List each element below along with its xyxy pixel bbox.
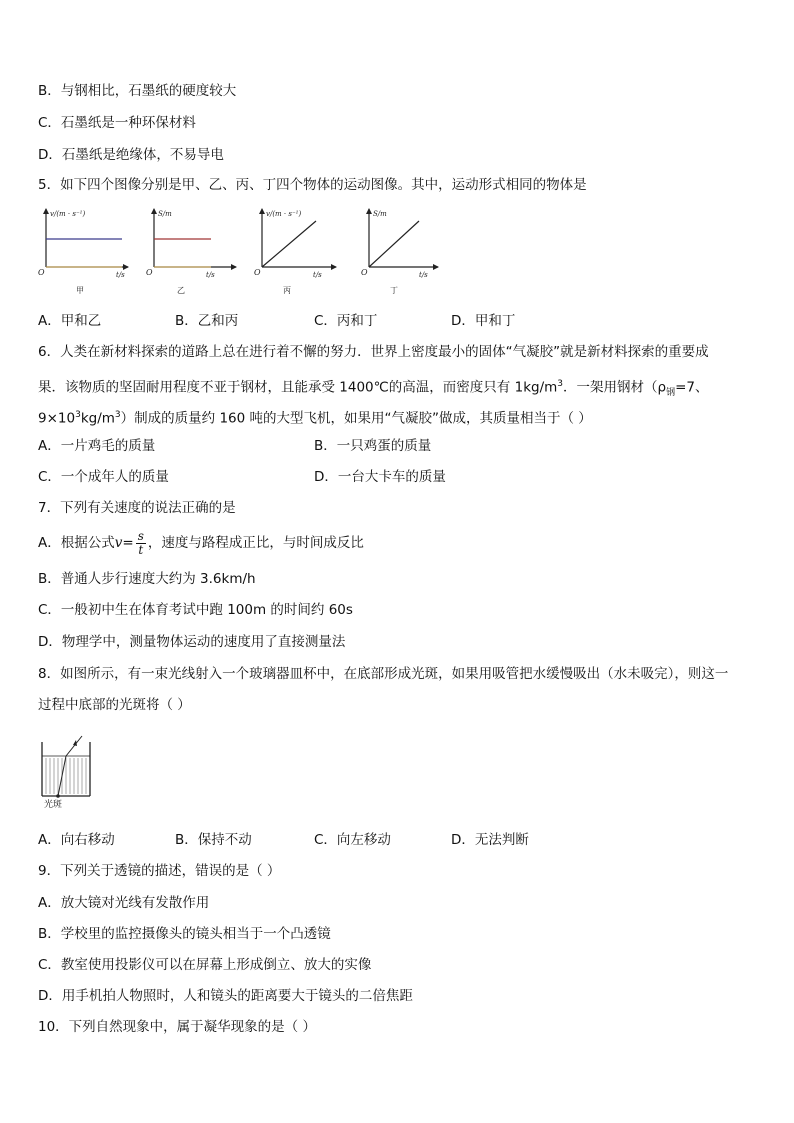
q6-line3-text: 9×10 <box>38 410 76 427</box>
q6-stem-line3 <box>38 405 592 429</box>
q5-motion-graphs <box>36 205 456 305</box>
q4-option-b: B．与钢相比，石墨纸的硬度较大 <box>38 83 237 99</box>
q7-formula-numerator: s <box>137 528 144 543</box>
q5-option-c: C．丙和丁 <box>314 313 378 329</box>
q6-line2-sub: 钢 <box>666 388 676 399</box>
graph-ding-line <box>369 221 419 267</box>
q6-line2-text: 果．该物质的坚固耐用程度不亚于钢材，且能承受 1400℃的高温，而密度只有 1kg/m <box>38 379 558 396</box>
q6-line2-text-b: ．一架用钢材（ρ <box>563 379 667 396</box>
q5-option-a: A．甲和乙 <box>38 313 102 329</box>
graph-yi <box>146 209 236 279</box>
q5-stem: 5．如下四个图像分别是甲、乙、丙、丁四个物体的运动图像。其中，运动形式相同的物体是 <box>38 177 587 193</box>
q9-option-d: D．用手机拍人物照时，人和镜头的距离要大于镜头的二倍焦距 <box>38 988 413 1004</box>
q8-options <box>38 830 758 850</box>
q6-stem-line1: 6．人类在新材料探索的道路上总在进行着不懈的努力．世界上密度最小的固体“气凝胶”就是新材料探索的重要成 <box>38 344 709 360</box>
q6-line3-sup2: 3 <box>114 410 121 420</box>
graph-bing-name: 丙 <box>283 286 291 295</box>
graph-ding <box>361 209 438 279</box>
q9-option-b: B．学校里的监控摄像头的镜头相当于一个凸透镜 <box>38 926 331 942</box>
q5-options <box>38 311 758 331</box>
q7-option-a-prefix: A．根据公式 <box>38 535 115 551</box>
light-spot-label: 光斑 <box>44 800 63 810</box>
q8-option-a: A．向右移动 <box>38 832 115 848</box>
q7-formula-eq: = <box>122 535 134 551</box>
q8-option-d: D．无法判断 <box>451 832 529 848</box>
q7-option-a <box>38 528 364 558</box>
light-spot <box>56 794 60 798</box>
graph-bing-xlabel: t/s <box>313 271 322 279</box>
graph-ding-origin: O <box>361 268 368 277</box>
graph-yi-origin: O <box>146 268 153 277</box>
q6-line3-text-b: kg/m <box>80 410 115 427</box>
graph-bing <box>254 209 336 279</box>
q10-stem: 10．下列自然现象中，属于凝华现象的是（ ） <box>38 1019 316 1035</box>
q6-option-a: A．一片鸡毛的质量 <box>38 438 156 454</box>
q6-option-c: C．一个成年人的质量 <box>38 469 169 485</box>
q6-line2-sup: 3 <box>557 379 564 389</box>
q4-option-d: D．石墨纸是绝缘体，不易导电 <box>38 147 224 163</box>
q7-formula-denominator: t <box>138 542 144 557</box>
graph-ding-name: 丁 <box>390 286 398 295</box>
graph-ding-xlabel: t/s <box>419 271 428 279</box>
q6-options-row2 <box>38 467 758 487</box>
graph-jia <box>38 209 128 279</box>
q9-option-c: C．教室使用投影仪可以在屏幕上形成倒立、放大的实像 <box>38 957 372 973</box>
q6-option-d: D．一台大卡车的质量 <box>314 469 446 485</box>
q6-stem-line2 <box>38 374 709 403</box>
q5-option-d: D．甲和丁 <box>451 313 516 329</box>
q6-line2-text-c: =7、 <box>675 379 709 396</box>
q8-glass-figure <box>38 734 98 810</box>
q8-option-c: C．向左移动 <box>314 832 391 848</box>
q6-line3-sup1: 3 <box>75 410 81 420</box>
q7-option-a-suffix: ，速度与路程成正比，与时间成反比 <box>147 535 364 551</box>
light-ray-incident <box>66 736 82 756</box>
q8-stem-line1: 8．如图所示，有一束光线射入一个玻璃器皿杯中，在底部形成光斑，如果用吸管把水缓慢吸出（水未吸完），则这一 <box>38 666 729 682</box>
q6-option-b: B．一只鸡蛋的质量 <box>314 438 432 454</box>
q6-line3-text-c: ）制成的质量约 160 吨的大型飞机，如果用“气凝胶”做成，其质量相当于（ ） <box>120 410 592 427</box>
graph-jia-name: 甲 <box>76 286 84 295</box>
q7-stem: 7．下列有关速度的说法正确的是 <box>38 500 236 516</box>
q4-option-c: C．石墨纸是一种环保材料 <box>38 115 196 131</box>
graph-yi-xlabel: t/s <box>206 271 215 279</box>
graph-bing-origin: O <box>254 268 261 277</box>
q9-stem: 9．下列关于透镜的描述，错误的是（ ） <box>38 863 281 879</box>
graph-jia-ylabel: v/(m · s⁻¹) <box>50 210 86 218</box>
graph-bing-ylabel: v/(m · s⁻¹) <box>266 210 302 218</box>
graph-jia-xlabel: t/s <box>116 271 125 279</box>
graph-jia-origin: O <box>38 268 45 277</box>
graph-ding-ylabel: S/m <box>373 210 387 218</box>
q8-stem-line2: 过程中底部的光斑将（ ） <box>38 697 191 713</box>
q7-option-d: D．物理学中，测量物体运动的速度用了直接测量法 <box>38 634 346 650</box>
q7-option-c: C．一般初中生在体育考试中跑 100m 的时间约 60s <box>38 602 353 618</box>
graph-yi-name: 乙 <box>177 286 185 295</box>
q8-option-b: B．保持不动 <box>175 832 252 848</box>
q7-formula-v: v <box>114 535 123 551</box>
q7-option-b: B．普通人步行速度大约为 3.6km/h <box>38 571 256 587</box>
q5-option-b: B．乙和丙 <box>175 313 239 329</box>
q7-formula-fraction <box>136 530 146 557</box>
q9-option-a: A．放大镜对光线有发散作用 <box>38 895 210 911</box>
graph-yi-ylabel: S/m <box>158 210 172 218</box>
graph-bing-line <box>262 221 316 267</box>
q6-options-row1 <box>38 436 758 456</box>
